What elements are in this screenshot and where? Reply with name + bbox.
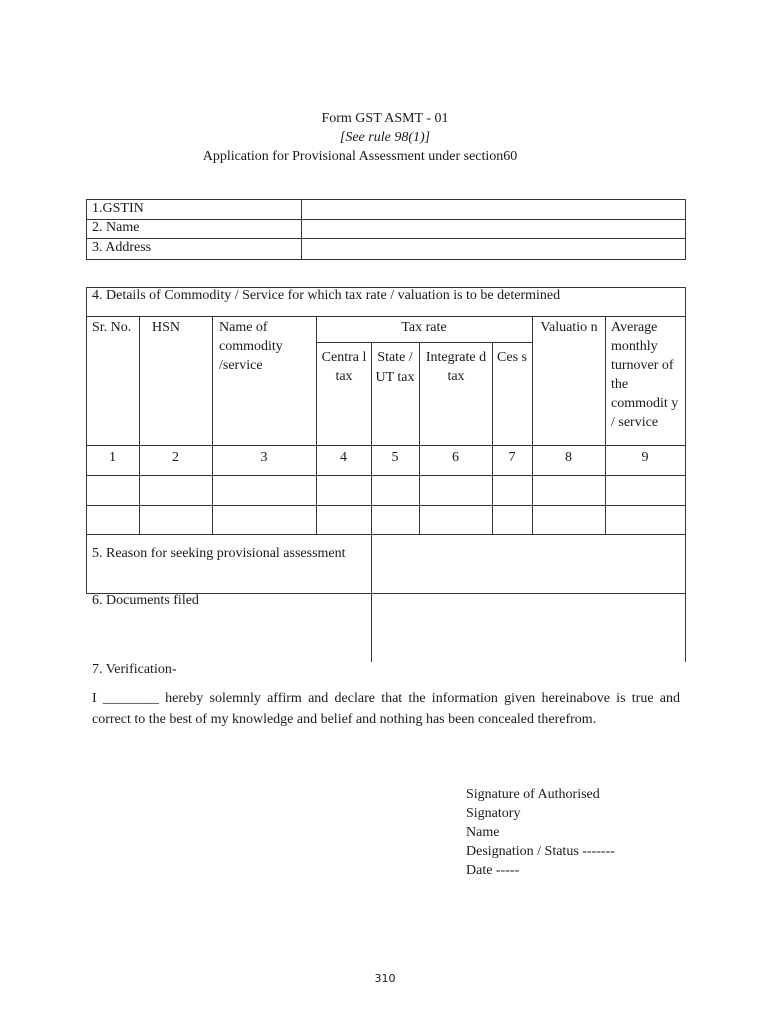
col-number-2: 2 [172,450,179,465]
signature-designation: Designation / Status ------- [466,844,615,859]
col-number-9: 9 [641,450,649,465]
col-header-cess: Ces s [497,350,527,365]
col-header-central-tax: Centra l tax [321,350,367,384]
col-number-6: 6 [452,450,459,465]
col-number-8: 8 [565,450,572,465]
col-number-5: 5 [391,450,399,465]
signature-block [466,785,615,880]
col-header-tax-rate: Tax rate [401,320,447,335]
signature-line-2: Signatory [466,806,521,821]
form-subtitle: Application for Provisional Assessment under section60 [202,149,518,164]
col-header-integrated-tax: Integrate d tax [425,350,487,384]
rule-reference: [See rule 98(1)] [339,130,431,145]
signature-name: Name [466,825,500,840]
gstin-label: 1.GSTIN [92,201,144,216]
reason-label: 5. Reason for seeking provisional assessment [92,546,346,561]
details-heading: 4. Details of Commodity / Service for which tax rate / valuation is to be determined [92,288,561,303]
col-header-sr-no: Sr. No. [92,320,132,335]
col-number-4: 4 [340,450,347,465]
col-header-avg-turnover: Average monthly turnover of the commodit y / service [611,320,679,430]
col-header-valuation: Valuatio n [540,320,598,335]
col-header-hsn: HSN [152,320,181,335]
col-header-name: Name of commodity /service [219,320,283,373]
col-number-7: 7 [508,450,516,465]
documents-filed-label: 6. Documents filed [92,593,199,608]
name-label: 2. Name [92,220,140,235]
signature-date: Date ----- [466,863,520,878]
col-header-state-ut-tax: State / UT tax [375,350,415,385]
form-title: Form GST ASMT - 01 [321,111,449,126]
verification-text: I ________ hereby solemnly affirm and declare that the information given hereinabove is true and correct to the best of my knowledge and belief and nothing has been concealed therefrom. [92,691,680,727]
address-label: 3. Address [92,240,152,255]
page-number: 310 [374,972,396,985]
col-number-1: 1 [109,450,116,465]
verification-heading: 7. Verification- [92,662,177,677]
signature-line-1: Signature of Authorised [466,787,600,802]
col-number-3: 3 [260,450,268,465]
